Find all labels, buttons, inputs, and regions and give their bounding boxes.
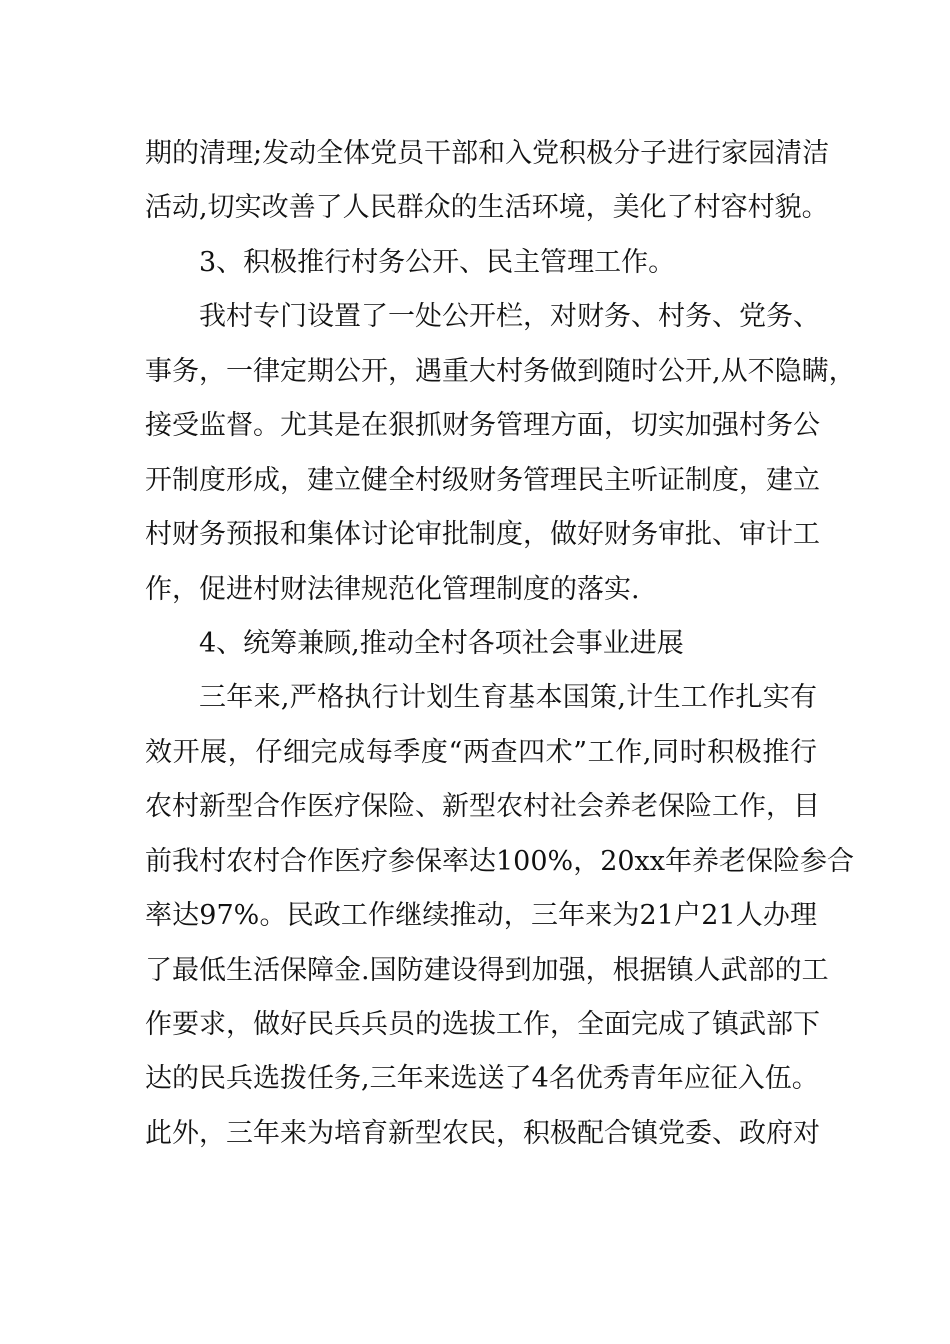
text-line: 前我村农村合作医疗参保率达100%，20xx年养老保险参合 [145,845,854,877]
text-line: 开制度形成，建立健全村级财务管理民主听证制度，建立 [145,464,820,496]
text-line: 事务，一律定期公开，遇重大村务做到随时公开,从不隐瞒， [145,355,856,387]
text-line: 达的民兵选拨任务,三年来选送了4名优秀青年应征入伍。 [145,1063,819,1095]
text-line: 效开展，仔细完成每季度“两查四术”工作,同时积极推行 [145,736,817,768]
text-line: 了最低生活保障金.国防建设得到加强，根据镇人武部的工 [145,954,829,986]
text-line: 接受监督。尤其是在狠抓财务管理方面，切实加强村务公 [145,410,820,442]
text-line: 活动,切实改善了人民群众的生活环境，美化了村容村貌。 [145,192,829,224]
text-line: 村财务预报和集体讨论审批制度，做好财务审批、审计工 [145,519,820,551]
text-line: 此外，三年来为培育新型农民，积极配合镇党委、政府对 [145,1117,820,1149]
document-body-text [145,127,856,1161]
section-heading: 4、统筹兼顾,推动全村各项社会事业进展 [199,627,684,659]
text-line: 我村专门设置了一处公开栏，对财务、村务、党务、 [199,301,820,333]
text-line: 农村新型合作医疗保险、新型农村社会养老保险工作，目 [145,791,820,823]
text-line: 作要求，做好民兵兵员的选拔工作，全面完成了镇武部下 [145,1009,820,1040]
text-line: 期的清理;发动全体党员干部和入党积极分子进行家园清洁 [145,138,830,169]
text-line: 率达97%。民政工作继续推动，三年来为21户21人办理 [145,900,817,932]
section-heading: 3、积极推行村务公开、民主管理工作。 [199,246,676,278]
text-line: 作，促进村财法律规范化管理制度的落实. [145,573,640,605]
text-line: 三年来,严格执行计划生育基本国策,计生工作扎实有 [199,682,817,714]
